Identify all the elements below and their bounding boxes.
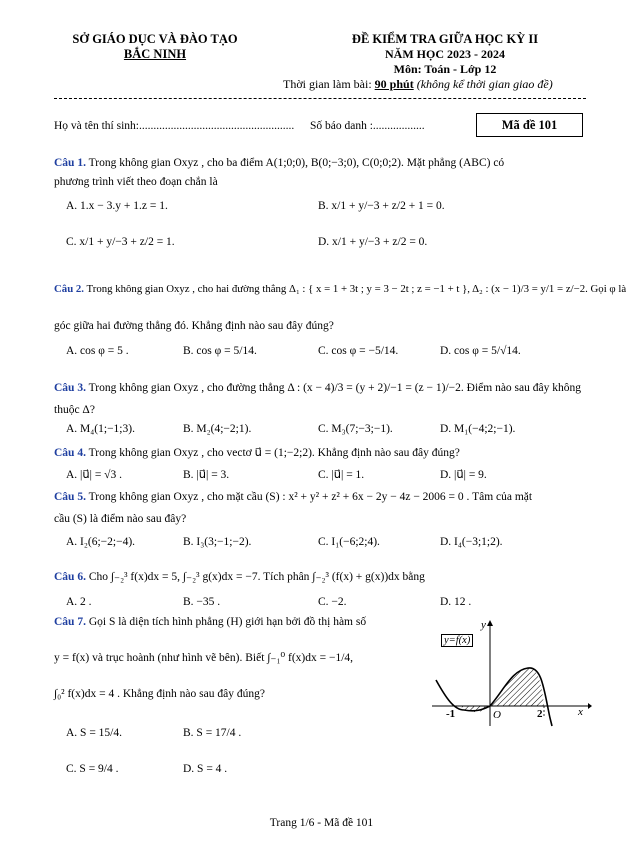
- q6-option-d: D. 12 .: [440, 596, 472, 608]
- question-6: [54, 569, 425, 583]
- question-text: Trong không gian Oxyz , cho đường thẳng Δ : (x − 4)/3 = (y + 2)/−1 = (z − 1)/−2. Điểm nào sau đây không: [88, 382, 581, 394]
- q6-option-c: C. −2.: [318, 596, 347, 608]
- student-id-field: Số báo danh :..................: [310, 120, 425, 132]
- q4-option-d: D. |u⃗| = 9.: [440, 469, 487, 481]
- q5-option-c: C. I₁(−6;2;4).: [318, 536, 380, 548]
- question-2-line2: góc giữa hai đường thẳng đó. Khẳng định nào sau đây đúng?: [54, 320, 334, 332]
- q1-option-a: A. 1.x − 3.y + 1.z = 1.: [66, 200, 168, 212]
- q3-option-a: A. M₄(1;−1;3).: [66, 423, 135, 435]
- y-axis-arrow: [487, 620, 493, 626]
- q1-option-d: D. x/1 + y/−3 + z/2 = 0.: [318, 236, 428, 248]
- question-label: Câu 4.: [54, 447, 86, 459]
- q3-option-d: D. M₁(−4;2;−1).: [440, 423, 516, 435]
- x-axis-label: x: [578, 706, 583, 718]
- q3-option-b: B. M₂(4;−2;1).: [183, 423, 252, 435]
- q4-option-a: A. |u⃗| = √3 .: [66, 469, 122, 481]
- question-label: Câu 1.: [54, 157, 86, 169]
- question-1: [54, 157, 504, 169]
- time-prefix: Thời gian làm bài:: [283, 77, 375, 91]
- q2-option-c: C. cos φ = −5/14.: [318, 345, 399, 357]
- x-axis-arrow: [588, 703, 592, 709]
- subject: Môn: Toán - Lớp 12: [393, 62, 497, 76]
- separator: [54, 98, 586, 99]
- y-axis-label: y: [481, 619, 486, 631]
- school-year: NĂM HỌC 2023 - 2024: [385, 47, 505, 61]
- question-5: [54, 491, 532, 503]
- question-2: [54, 283, 626, 295]
- question-1-line2: phương trình viết theo đoạn chắn là: [54, 176, 218, 188]
- q1-option-b: B. x/1 + y/−3 + z/2 + 1 = 0.: [318, 200, 445, 212]
- q4-option-b: B. |u⃗| = 3.: [183, 469, 230, 481]
- question-label: Câu 5.: [54, 491, 86, 503]
- question-text: Trong không gian Oxyz , cho mặt cầu (S) : x² + y² + z² + 6x − 2y − 4z − 2006 = 0 . Tâm của mặt: [88, 491, 533, 503]
- question-label: Câu 7.: [54, 616, 86, 628]
- origin-label: O: [493, 709, 501, 721]
- q7-option-c: C. S = 9/4 .: [66, 763, 119, 775]
- page-footer: Trang 1/6 - Mã đề 101: [269, 817, 374, 829]
- tick-neg1: -1: [446, 708, 456, 720]
- q4-option-c: C. |u⃗| = 1.: [318, 469, 365, 481]
- q2-option-b: B. cos φ = 5/14.: [183, 345, 257, 357]
- q2-option-a: A. cos φ = 5 .: [66, 345, 129, 357]
- q7-option-d: D. S = 4 .: [183, 763, 228, 775]
- time-value: 90 phút: [374, 77, 414, 91]
- student-name-field: Họ và tên thí sinh:......................................................: [54, 120, 295, 132]
- q7-option-a: A. S = 15/4.: [66, 727, 123, 739]
- q6-option-a: A. 2 .: [66, 596, 92, 608]
- question-text: Cho ∫₋₂³ f(x)dx = 5, ∫₋₂³ g(x)dx = −7. Tích phân ∫₋₂³ (f(x) + g(x))dx bằng: [88, 571, 425, 583]
- function-label: y=f(x): [441, 634, 473, 647]
- q5-option-b: B. I₃(3;−1;−2).: [183, 536, 252, 548]
- q1-option-c: C. x/1 + y/−3 + z/2 = 1.: [66, 236, 175, 248]
- question-text: Gọi S là diện tích hình phẳng (H) giới hạn bởi đồ thị hàm số: [88, 616, 367, 628]
- q2-option-d: D. cos φ = 5/√14.: [440, 345, 521, 357]
- question-label: Câu 2.: [54, 283, 84, 295]
- q5-option-a: A. I₂(6;−2;−4).: [66, 536, 136, 548]
- exam-title: ĐỀ KIỂM TRA GIỮA HỌC KỲ II: [351, 32, 539, 46]
- province-name: BẮC NINH: [123, 47, 187, 61]
- question-text: Trong không gian Oxyz , cho hai đường thẳng Δ₁ : { x = 1 + 3t ; y = 3 − 2t ; z = −1 + t }, Δ₂ : (x − 1)/3 = y/1 = z/−2. Gọi φ là: [86, 283, 627, 295]
- q6-option-b: B. −35 .: [183, 596, 221, 608]
- question-4: [54, 445, 460, 459]
- question-label: Câu 6.: [54, 571, 86, 583]
- exam-code-box: Mã đề 101: [476, 113, 583, 137]
- q5-option-d: D. I₄(−3;1;2).: [440, 536, 503, 548]
- question-3-line2: thuộc Δ?: [54, 404, 95, 416]
- question-5-line2: cầu (S) là điểm nào sau đây?: [54, 513, 187, 525]
- question-text: Trong không gian Oxyz , cho vectơ u⃗ = (1;−2;2). Khẳng định nào sau đây đúng?: [88, 447, 460, 459]
- time-line: [283, 77, 553, 92]
- question-label: Câu 3.: [54, 382, 86, 394]
- department-name: SỞ GIÁO DỤC VÀ ĐÀO TẠO: [72, 32, 238, 46]
- question-7: [54, 616, 366, 628]
- q7-option-b: B. S = 17/4 .: [183, 727, 242, 739]
- question-7-line2: y = f(x) và trục hoành (như hình vẽ bên). Biết ∫₋₁⁰ f(x)dx = −1/4,: [54, 652, 354, 664]
- question-text: Trong không gian Oxyz , cho ba điểm A(1;0;0), B(0;−3;0), C(0;0;2). Mặt phẳng (ABC) có: [88, 157, 505, 169]
- tick-2: 2: [537, 708, 543, 720]
- question-7-line3: ∫₀² f(x)dx = 4 . Khẳng định nào sau đây đúng?: [54, 688, 265, 700]
- time-note: (không kể thời gian giao đề): [416, 77, 553, 91]
- question-3: [54, 382, 581, 394]
- q3-option-c: C. M₃(7;−3;−1).: [318, 423, 393, 435]
